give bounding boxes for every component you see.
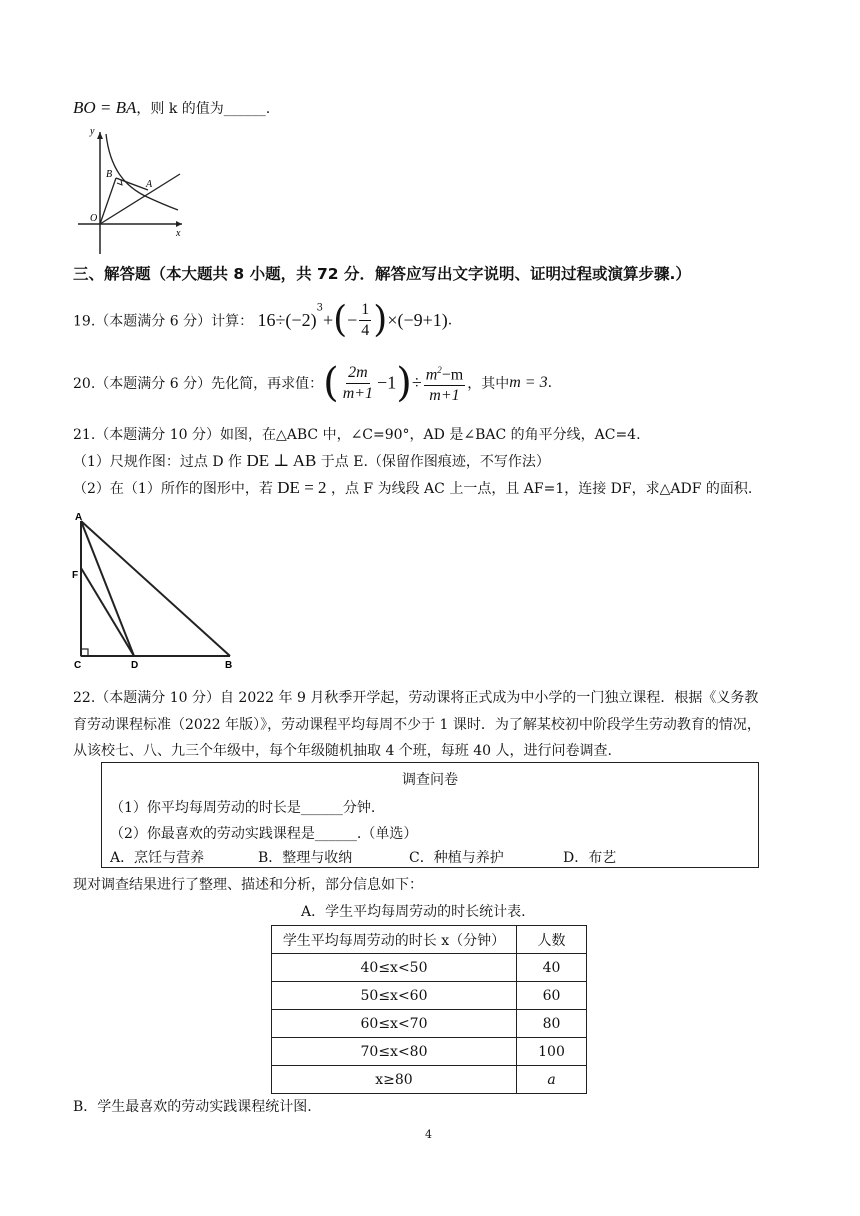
hyperbola-curve (106, 134, 178, 210)
survey-box (101, 762, 759, 868)
table-cell-count: 40 (517, 954, 587, 982)
q20-f2-num-b: −m (441, 366, 464, 384)
table-cell-range: x≥80 (272, 1066, 517, 1094)
survey-item-2: （2）你最喜欢的劳动实践课程是______.（单选） (110, 826, 418, 842)
table-cell-range: 40≤x<50 (272, 954, 517, 982)
q20-f1-den: m+1 (342, 384, 374, 402)
q20-suffix: ，其中 (467, 376, 510, 393)
table-cell-count: 100 (517, 1038, 587, 1066)
table-cell-count: 80 (517, 1010, 587, 1038)
q20-f2-num (424, 360, 466, 386)
q21-part1-b: 于点 E.（保留作图痕迹，不写作法） (320, 454, 550, 470)
q19-minus: − (347, 310, 358, 330)
duration-stats-table (271, 925, 587, 1094)
chart-caption: B．学生最喜欢的劳动实践课程统计图. (73, 1099, 312, 1115)
q19-expr-end: (−9+1) (397, 310, 448, 330)
q19-rparen: ) (373, 299, 388, 341)
label-a: A (75, 512, 83, 523)
q19 (73, 300, 452, 341)
q19-period: . (447, 312, 453, 329)
segment-ab (81, 521, 230, 656)
q20-prefix: 20.（本题满分 6 分）先化简，再求值： (73, 376, 324, 393)
table-row (272, 1038, 587, 1066)
q18-tail (73, 98, 270, 118)
q20 (73, 360, 552, 406)
q20-condition: m = 3 (509, 374, 548, 392)
table-row (272, 1066, 587, 1094)
table-row (272, 954, 587, 982)
q21-part1-math: DE ⊥ AB (246, 451, 317, 470)
q20-rparen: ) (396, 360, 412, 407)
q21-part1 (73, 451, 550, 471)
q18-graph (70, 124, 190, 256)
label-c: C (74, 660, 82, 671)
x-axis-arrow (176, 221, 182, 227)
q19-fraction (359, 300, 371, 341)
q21-part2-a: （2）在（1）所作的图形中，若 (73, 481, 273, 497)
q19-prefix: 19.（本题满分 6 分）计算： (73, 313, 254, 330)
q19-frac-den: 4 (361, 322, 370, 339)
q19-exp: 3 (316, 302, 323, 314)
q20-f1-num: 2m (346, 363, 370, 384)
q21-part2-b: ，点 F 为线段 AC 上一点，且 AF=1，连接 DF，求△ADF 的面积. (330, 481, 753, 497)
table-row (272, 982, 587, 1010)
label-a: A (146, 179, 153, 190)
table-caption: A．学生平均每周劳动的时长统计表. (301, 904, 526, 920)
q20-fraction-1 (341, 363, 375, 404)
y-axis-arrow (97, 132, 103, 139)
table-cell-count: 60 (517, 982, 587, 1010)
q21-part1-a: （1）尺规作图：过点 D 作 (73, 454, 243, 470)
q18-text: ，则 k 的值为______. (136, 101, 271, 117)
label-b: B (225, 660, 233, 671)
q19-plus: + (322, 310, 334, 330)
q20-f2-den: m+1 (429, 387, 460, 405)
label-y: y (90, 126, 95, 137)
survey-option-d: D．布艺 (563, 850, 617, 866)
q19-times: × (387, 310, 398, 330)
q20-fraction-2 (424, 360, 466, 406)
q20-minus-one: −1 (377, 372, 397, 393)
q18-equation: BO = BA (73, 98, 137, 117)
q20-div: ÷ (411, 372, 422, 393)
q20-period: . (547, 375, 553, 392)
label-b: B (106, 169, 113, 180)
label-x: x (176, 228, 181, 239)
survey-item-1: （1）你平均每周劳动的时长是______分钟. (110, 800, 376, 816)
section-heading: 三、解答题（本大题共 8 小题，共 72 分．解答应写出文字说明、证明过程或演算步骤.） (73, 265, 691, 283)
q21-triangle-figure (70, 508, 240, 674)
right-angle-mark (117, 180, 122, 185)
table-header-row (272, 926, 587, 954)
table-header-count: 人数 (517, 926, 587, 954)
line-ob (100, 178, 116, 224)
q22-after-survey: 现对调查结果进行了整理、描述和分析，部分信息如下： (73, 877, 423, 893)
q20-lparen: ( (323, 360, 339, 407)
table-cell-count: a (517, 1066, 587, 1094)
q22-line2: 育劳动课程标准（2022 年版）》，劳动课程平均每周不少于 1 课时．为了解某校初中阶段学生劳动教育的情况， (73, 717, 761, 733)
q19-lparen: ( (333, 299, 348, 341)
survey-option-c: C．种植与养护 (409, 850, 504, 866)
q19-frac-num: 1 (359, 300, 371, 321)
q21-part2 (73, 478, 752, 498)
q21-part2-math: DE = 2 (277, 478, 327, 497)
q20-f2-num-exp: 2 (437, 365, 442, 375)
segment-ad (81, 521, 134, 656)
q19-base: (−2) (285, 310, 317, 330)
table-row (272, 1010, 587, 1038)
segment-fd (81, 568, 134, 656)
q21-line1: 21.（本题满分 10 分）如图，在△ABC 中，∠C=90°，AD 是∠BAC 的角平分线，AC=4. (73, 427, 641, 443)
q19-expr-start: 16÷ (257, 310, 286, 330)
table-cell-range: 50≤x<60 (272, 982, 517, 1010)
table-header-duration: 学生平均每周劳动的时长 x（分钟） (272, 926, 517, 954)
label-o: O (90, 213, 98, 224)
label-f: F (72, 570, 79, 581)
survey-option-a: A．烹饪与营养 (110, 850, 205, 866)
q22-line1: 22.（本题满分 10 分）自 2022 年 9 月秋季开学起，劳动课将正式成为中小学的一门独立课程．根据《义务教 (73, 690, 759, 706)
right-angle-c (81, 649, 88, 656)
line-oa (100, 174, 180, 224)
survey-title: 调查问卷 (402, 772, 458, 788)
q20-f2-num-a: m (425, 366, 438, 384)
page-number: 4 (425, 1128, 432, 1141)
label-d: D (131, 660, 139, 671)
q22-line3: 从该校七、八、九三个年级中，每个年级随机抽取 4 个班，每班 40 人，进行问卷调查. (73, 743, 612, 759)
table-cell-range: 70≤x<80 (272, 1038, 517, 1066)
survey-option-b: B．整理与收纳 (258, 850, 353, 866)
table-cell-range: 60≤x<70 (272, 1010, 517, 1038)
